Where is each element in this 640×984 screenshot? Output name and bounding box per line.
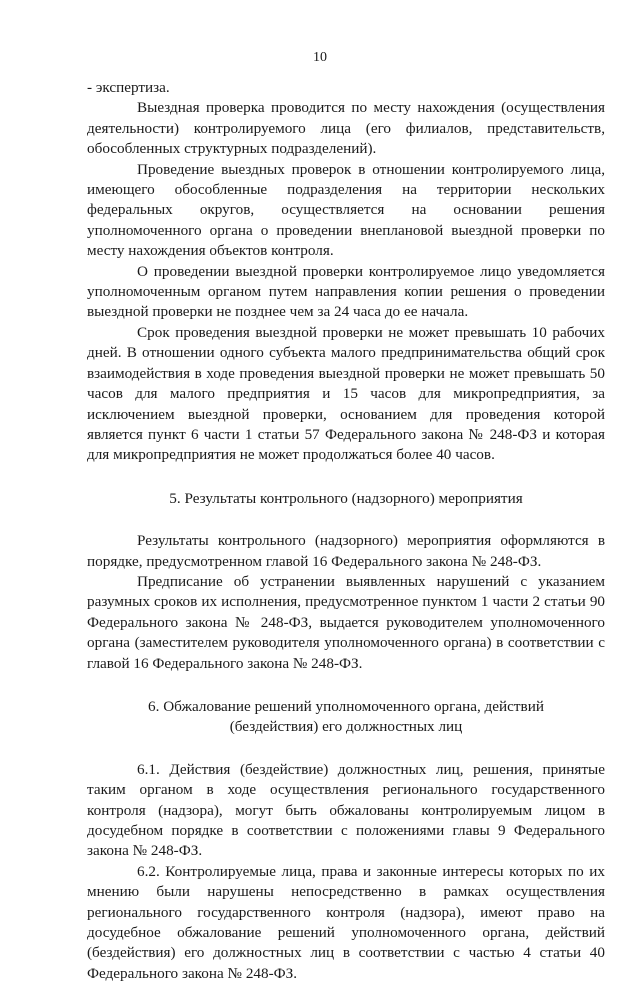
- section-6-heading-line1: 6. Обжалование решений уполномоченного органа, действий: [148, 697, 544, 715]
- paragraph-onsite-subdivisions: Проведение выездных проверок в отношении контролируемого лица, имеющего обособленные подразделения на территории нескольких федеральных округов, осуществляется на основании решения уполномоченного органа о проведении внеплановой выездной проверки по месту нахождения объектов контроля.: [87, 160, 605, 260]
- page-number: 10: [313, 50, 327, 65]
- paragraph-6-2: 6.2. Контролируемые лица, права и законные интересы которых по их мнению были нарушены непосредственно в рамках осуществления регионального государственного контроля (надзора), имеют право на досудебное обжалование решений уполномоченного органа, действий (бездействия) его должностных лиц в соответствии с частью 4 статьи 40 Федерального закона № 248-ФЗ.: [87, 862, 605, 982]
- section-6-heading: [87, 697, 605, 738]
- paragraph-onsite-notification: О проведении выездной проверки контролируемое лицо уведомляется уполномоченным органом путем направления копии решения о проведении выездной проверки не позднее чем за 24 часа до ее начала.: [87, 262, 605, 321]
- paragraph-onsite-location: Выездная проверка проводится по месту нахождения (осуществления деятельности) контролируемого лица (его филиалов, представительств, обособленных структурных подразделений).: [87, 99, 605, 158]
- paragraph-prescription: Предписание об устранении выявленных нарушений с указанием разумных сроков их исполнения, предусмотренное пунктом 1 части 2 статьи 90 Федерального закона № 248-ФЗ, выдается руководителем уполномоченного органа (заместителем руководителя уполномоченного органа) в соответствии с главой 16 Федерального закона № 248-ФЗ.: [87, 572, 605, 672]
- section-6-heading-line2: (бездействия) его должностных лиц: [229, 718, 463, 736]
- paragraph-onsite-duration: Срок проведения выездной проверки не может превышать 10 рабочих дней. В отношении одного субъекта малого предпринимательства общий срок взаимодействия в ходе проведения выездной проверки не может превышать 50 часов для малого предприятия и 15 часов для микропредприятия, за исключением выездной проверки, основанием для проведения которой является пункт 6 части 1 статьи 57 Федерального закона № 248-ФЗ и которая для микропредприятия не может продолжаться более 40 часов.: [87, 323, 605, 464]
- paragraph-expertise: - экспертиза.: [87, 79, 170, 96]
- document-body: [87, 78, 605, 984]
- paragraph-6-1: 6.1. Действия (бездействие) должностных лиц, решения, принятые таким органом в ходе осуществления регионального государственного контроля (надзора), могут быть обжалованы контролируемым лицом в досудебном порядке в соответствии с положениями главы 9 Федерального закона № 248-ФЗ.: [87, 760, 605, 860]
- section-5-heading: 5. Результаты контрольного (надзорного) мероприятия: [169, 489, 523, 507]
- paragraph-results-registration: Результаты контрольного (надзорного) мероприятия оформляются в порядке, предусмотренном главой 16 Федерального закона № 248-ФЗ.: [87, 532, 605, 570]
